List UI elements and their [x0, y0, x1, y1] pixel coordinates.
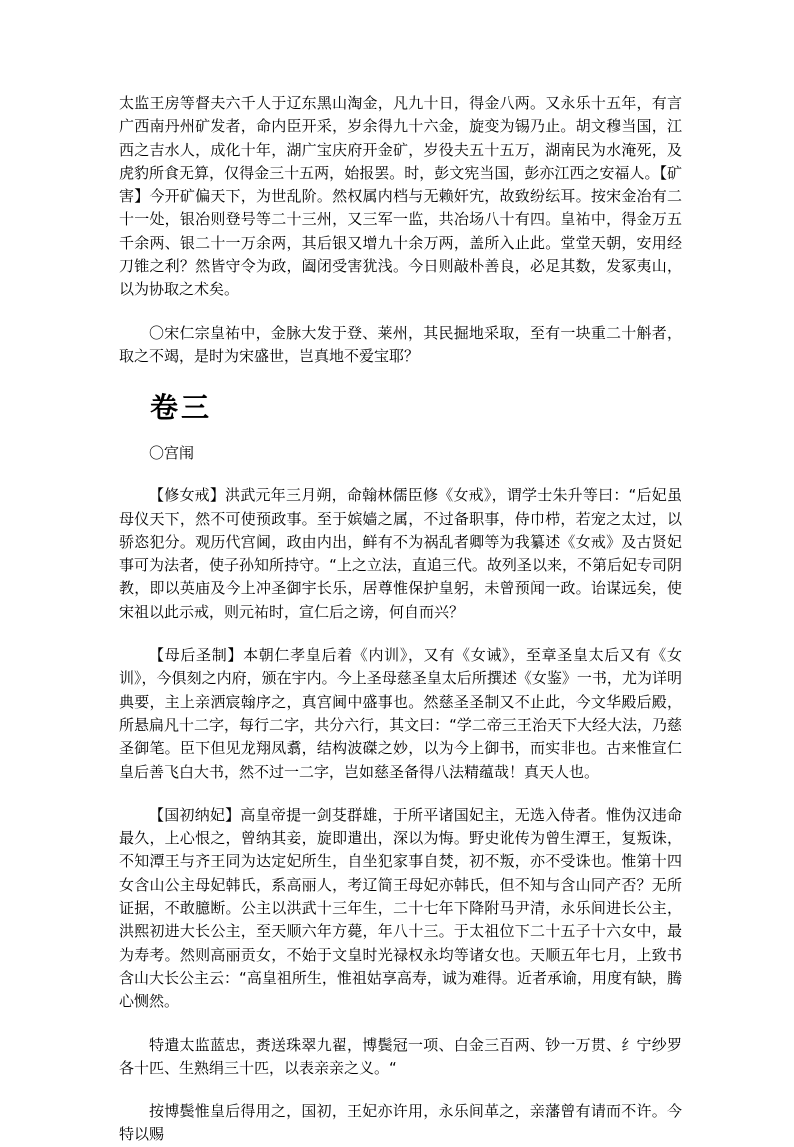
section-text: 洪武元年三月朔，命翰林儒臣修《女戒》，谓学士朱升等曰：“后妃虽母仪天下，然不可使预政事。至于嫔嫱之属，不过备职事，侍巾栉，若宠之太过，以骄恣犯分。观历代宫阃，政由内出，鲜有不为祸乱者卿等为我纂述《女戒》及古贤妃事可为法者，使子孙知所持守。“上之立法，直追三代。故列圣以来，不第后妃专司阴教，即以英庙及今上冲圣御宇长乐，居尊惟保护皇躬，未曾预闻一政。诒谋远矣，使宋祖以此示戒，则元祐时，宣仁后之谤，何自而兴？: [119, 486, 682, 621]
paragraph-mining: 太监王房等督夫六千人于辽东黑山淘金，凡九十日，得金八两。又永乐十五年，有言广西南丹州矿发者，命内臣开采，岁余得九十六金，旋变为锡乃止。胡文穆当国，江西之吉水人，成化十年，湖广宝庆府开金矿，岁役夫五十五万，湖南民为水淹死，及虎豹所食无算，仅得金三十五两，始报罢。时，彭文宪当国，彭亦江西之安福人。【矿害】今开矿偏天下，为世乱阶。然权属内档与无赖奸宄，故致纷纭耳。按宋金冶有二十一处，银冶则登号等二十三州，又三军一监，共冶场八十有四。皇祐中，得金万五千余两、银二十一万余两，其后银又增九十余万两，盖所入止此。堂堂天朝，安用经刀锥之利？然皆守令为政，阖闭受害犹浅。今日则敲朴善良，必足其数，发冢夷山，以为协取之术矣。: [119, 94, 682, 299]
section-mu-hou-sheng-zhi: [119, 644, 682, 784]
document-page: [119, 92, 682, 1147]
paragraph-song-gold: 〇宋仁宗皇祐中，金脉大发于登、莱州，其民掘地采取，至有一块重二十斛者，取之不竭，是时为宋盛世，岂真地不爱宝耶？: [119, 323, 682, 365]
section-text: 本朝仁孝皇后着《内训》，又有《女诫》，至章圣皇太后又有《女训》，今俱刻之内府，颁在宇内。今上圣母慈圣皇太后所撰述《女鉴》一书，尤为详明典要，主上亲洒宸翰序之，真宫阃中盛事也。然慈圣圣制又不止此，今文华殿后殿，所悬扁凡十二字，每行二字，共分六行，其文曰：“学二帝三王治天下大经大法，乃慈圣御笔。臣下但见龙翔凤翥，结构波磔之妙，以为今上御书，而实非也。古来惟宣仁皇后善飞白大书，然不过一二字，岂如慈圣备得八法精蕴哉！真天人也。: [119, 646, 682, 781]
section-xiu-nv-jie: [119, 484, 682, 624]
section-tag: 【国初纳妃】: [149, 805, 241, 824]
section-guo-chu-na-fei: [119, 804, 682, 1014]
volume-title: 卷三: [150, 391, 213, 425]
paragraph-bo-bin: 按博鬓惟皇后得用之，国初，王妃亦许用，永乐间革之，亲藩曾有请而不许。今特以赐: [119, 1102, 682, 1144]
section-text: 高皇帝提一剑芟群雄，于所平诸国妃主，无选入侍者。惟伪汉违命最久，上心恨之，曾纳其妾，旋即遣出，深以为悔。野史讹传为曾生潭王，复叛诛，不知潭王与齐王同为达定妃所生，自坐犯家事自焚，初不叛，亦不受诛也。惟第十四女含山公主母妃韩氏，系高丽人，考辽简王母妃亦韩氏，但不知与含山同产否？无所证据，不敢臆断。公主以洪武十三年生，二十七年下降附马尹清，永乐间进长公主，洪熙初进大长公主，至天顺六年方薨，年八十三。于太祖位下二十五子十六女中，最为寿考。然则高丽贡女，不始于文皇时光禄权永均等诸女也。天顺五年七月，上致书含山大长公主云：“高皇祖所生，惟祖姑享高寿，诚为难得。近者承谕，用度有缺，腾心恻然。: [119, 805, 682, 1011]
paragraph-gifts: 特遣太监蓝忠，赉送珠翠九翟，博鬓冠一项、白金三百两、钞一万贯、纟宁纱罗各十匹、生熟绢三十匹，以表亲亲之义。“: [119, 1035, 682, 1077]
section-title: 〇宫闱: [149, 444, 195, 463]
section-tag: 【修女戒】: [149, 486, 226, 505]
section-tag: 【母后圣制】: [149, 646, 244, 665]
